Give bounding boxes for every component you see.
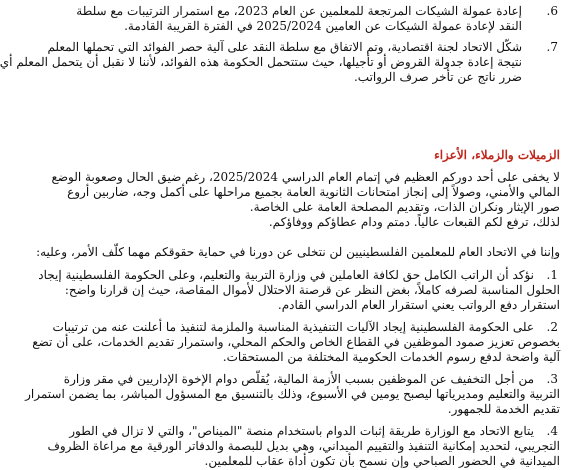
item-3-line-3: تقديم الخدمة للجمهور. — [447, 402, 560, 416]
commitment-line: وإننا في الاتحاد العام للمعلمين الفلسطينيين لن نتخلى عن دورنا في حماية حقوقكم مهما كلّف الأمر، وعليه: — [36, 245, 560, 259]
item-6-line-2: النقد لإعادة عمولة الشيكات عن العامين 2025/2024 في الفترة القريبة القادمة. — [124, 19, 522, 33]
item-2-line-3: آلية واضحة لدفع رسوم الخدمات الحكومية المختلفة من المستحقات. — [222, 350, 560, 364]
item-2-line-1: على الحكومة الفلسطينية إيجاد الآليات التنفيذية المناسبة والملزمة لتنفيذ ما أعلنت عنه من ترتيبات — [52, 320, 534, 334]
item-6-number: 6. — [546, 4, 558, 18]
item-4-line-3: الميدانية في الحضور الصباحي وإن نسمح بأن تكون أداة عقاب للمعلمين. — [204, 454, 560, 468]
item-2-line-2: بخصوص تعزيز صمود الموظفين في القطاع الخاص والحكم المحلي، واستمرار تقديم الخدمات، على أن تضع — [32, 335, 560, 349]
item-3-number: 3. — [546, 372, 558, 386]
item-6-line-1: إعادة عمولة الشيكات المرتجعة للمعلمين عن العام 2023، مع استمرار الترتيبات مع سلطة — [76, 4, 522, 18]
item-1-line-3: استقرار دفع الرواتب يعني استقرار العام الدراسي القادم. — [277, 298, 560, 312]
item-4-line-1: يتابع الاتحاد مع الوزارة طريقة إثبات الدوام باستخدام منصة "الميناص"، والتي لا تزال في الطور — [69, 424, 534, 438]
item-7-line-1: شكّل الاتحاد لجنة اقتصادية، وتم الاتفاق مع سلطة النقد على آلية حصر الفوائد التي تحملها المعلم — [47, 40, 522, 54]
item-1-number: 1. — [546, 268, 558, 282]
item-4-number: 4. — [546, 424, 558, 438]
item-1-line-2: الحلول المناسبة لصرفه كاملاً، بغض النظر عن قرصنة الاحتلال لأموال المقاصة، حيث إن قرارنا واضح: — [64, 283, 560, 297]
intro-line-4: لذلك، ترفع لكم القبعات عالياً. دمتم ودام عطاؤكم ووفاؤكم. — [268, 215, 560, 229]
item-7-line-3: ضرر ناتج عن تأخر صرف الرواتب. — [353, 70, 522, 84]
intro-line-1: لا يخفى على أحد دوركم العظيم في إتمام العام الدراسي 2025/2024، رغم ضيق الحال وصعوبة الوضع — [51, 170, 560, 184]
item-1-line-1: نؤكد أن الراتب الكامل حق لكافة العاملين في وزارة التربية والتعليم، وعلى الحكومة الفلسطينية إيجاد — [38, 268, 534, 282]
intro-line-3: صور الإيثار ونكران الذات، وتقديم المصلحة العامة على الخاصة. — [249, 200, 560, 214]
item-2-number: 2. — [546, 320, 558, 334]
item-7-number: 7. — [546, 40, 558, 54]
intro-line-2: المالي والأمني، وصولاً إلى إنجاز امتحانات الثانوية العامة بجميع مراحلها على أكمل وجه، ضاربين أروع — [67, 185, 560, 199]
item-3-line-2: التربية والتعليم ومديرياتها ليصبح يومين في الأسبوع، وذلك بالتنسيق مع المسؤول المباشر، بما يضمن استمرار — [25, 387, 560, 401]
item-3-line-1: من أجل التخفيف عن الموظفين بسبب الأزمة المالية، يُقلّص دوام الإخوة الإداريين في مقر وزارة — [63, 372, 534, 386]
item-4-line-2: التجريبي، لتحديد إمكانية التنفيذ والتقييم الميداني، وهي بديل للبصمة والدفاتر الورقية مع مراعاة الظروف — [47, 439, 560, 453]
section-title: الزميلات والزملاء، الأعزاء — [434, 148, 560, 162]
item-7-line-2: نتيجة إعادة جدولة القروض أو تأجيلها، حيث ستتحمل الحكومة هذه الفوائد، لأننا لا نقبل أن يتحمل المعلم أي — [0, 55, 522, 69]
